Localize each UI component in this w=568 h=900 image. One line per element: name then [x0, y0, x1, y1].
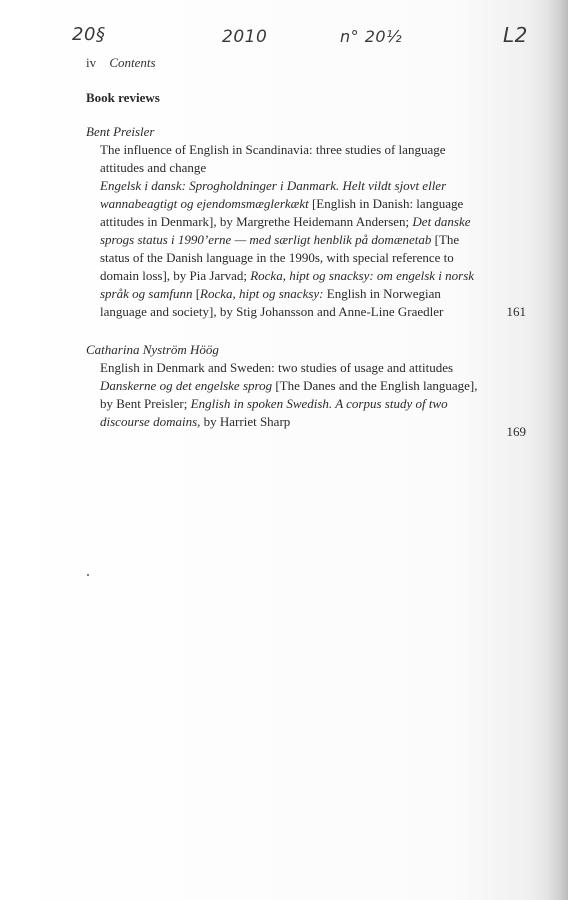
work-title: Rocka, hipt og snacksy: om engelsk i norsk språk og samfunn	[100, 268, 475, 301]
page-edge-shadow	[546, 0, 568, 900]
running-head-title: Contents	[109, 55, 156, 70]
reviewer-name: Catharina Nyström Höög	[86, 342, 219, 357]
work-description: [The Danes and the English language], by Bent Preisler;	[100, 378, 478, 411]
work-title: Danskerne og det engelske sprog	[100, 378, 273, 393]
work-title: Det danske sprogs status i 1990’erne — med særligt henblik på domænetab	[100, 214, 471, 247]
page-number: 161	[506, 304, 526, 319]
page-number: 169	[506, 424, 526, 439]
work-title: English in spoken Swedish. A corpus study of two discourse domains	[100, 396, 448, 429]
work-description: English in Norwegian language and society], by Stig Johansson and Anne-Line Graedler	[100, 286, 444, 319]
page-folio: iv	[86, 55, 97, 70]
work-title: Rocka, hipt og snacksy:	[200, 286, 324, 301]
handwritten-note: L2	[503, 23, 528, 47]
work-description: [	[192, 286, 201, 301]
work-description: , by Harriet Sharp	[197, 414, 291, 429]
handwritten-note: n° 20½	[340, 27, 403, 46]
work-title: Engelsk i dansk: Sprogholdninger i Danmark. Helt vildt sjovt eller wannabeagtigt og ejendomsmæglerkækt	[100, 178, 447, 211]
reviewed-works	[86, 377, 480, 431]
paper-speck	[87, 574, 89, 576]
reviewed-works	[86, 177, 480, 321]
running-head	[86, 55, 156, 71]
reviewer-name: Bent Preisler	[86, 124, 155, 139]
contents-entry	[86, 341, 526, 439]
handwritten-note: 20§	[72, 24, 106, 45]
review-title: The influence of English in Scandinavia: three studies of language attitudes and change	[100, 142, 446, 175]
section-heading: Book reviews	[86, 90, 160, 105]
work-description: [The status of the Danish language in the 1990s, with special reference to domain loss], by Pia Jarvad;	[100, 232, 460, 283]
contents-entry	[86, 123, 526, 321]
review-title: English in Denmark and Sweden: two studies of usage and attitudes	[100, 360, 454, 375]
handwritten-note: 2010	[222, 27, 268, 47]
work-description: [English in Danish: language attitudes in Denmark], by Margrethe Heidemann Andersen;	[100, 196, 464, 229]
